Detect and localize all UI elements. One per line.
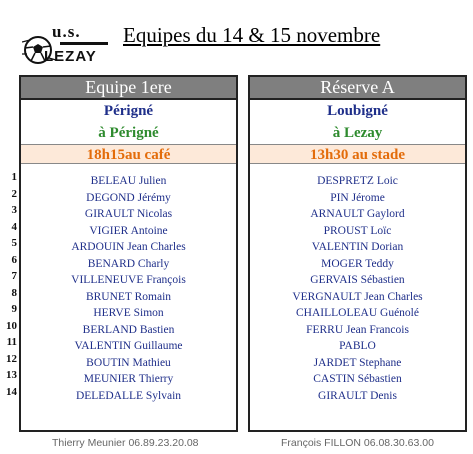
team-panel-reserve-a [248, 75, 467, 432]
player-name: BOUTIN Mathieu [86, 356, 171, 369]
meeting-time: 13h30 au stade [250, 144, 465, 164]
player-name: CHAILLOLEAU Guénolé [296, 307, 419, 319]
player-number: 4 [11, 220, 17, 233]
player-number: 9 [11, 303, 17, 315]
player-number-column [2, 169, 17, 400]
player-name: VIGIER Antoine [89, 224, 168, 237]
logo-us-text: u.s. [52, 22, 81, 41]
player-number: 7 [11, 270, 17, 282]
player-name: PROUST Loïc [323, 224, 392, 237]
player-number: 2 [11, 187, 17, 200]
player-name: GIRAULT Denis [318, 389, 397, 402]
player-name: GERVAIS Sébastien [310, 274, 405, 286]
player-list [21, 164, 236, 404]
player-name: VERGNAULT Jean Charles [292, 290, 423, 303]
player-number: 1 [11, 171, 17, 183]
player-number: 12 [6, 352, 17, 365]
player-name: ARDOUIN Jean Charles [71, 241, 186, 253]
opponent-name: Périgné [103, 103, 154, 119]
player-number: 3 [11, 204, 17, 216]
player-name: JARDET Stephane [313, 356, 402, 369]
player-name: PABLO [339, 340, 376, 352]
player-name: DESPRETZ Loic [317, 175, 398, 187]
page-title: Equipes du 14 & 15 novembre [123, 23, 381, 47]
team-header: Réserve A [250, 77, 465, 100]
player-number: 14 [6, 385, 17, 398]
player-name: HERVE Simon [93, 307, 164, 319]
logo-bar [60, 42, 108, 45]
club-logo [22, 22, 114, 70]
match-location: à Périgné [98, 125, 159, 141]
player-name: VALENTIN Dorian [311, 241, 404, 253]
player-name: BRUNET Romain [85, 290, 172, 303]
team-header: Equipe 1ere [21, 77, 236, 100]
player-name: VALENTIN Guillaume [74, 340, 183, 352]
player-name: VILLENEUVE François [71, 274, 186, 286]
player-name: BERLAND Bastien [82, 323, 175, 336]
player-name: DEGOND Jérémy [86, 191, 171, 204]
player-number: 8 [11, 286, 17, 299]
coach-contact: Thierry Meunier 06.89.23.20.08 [52, 437, 199, 449]
player-name: FERRU Jean Francois [306, 323, 409, 336]
opponent-name: Loubigné [327, 103, 388, 119]
coach-contact: François FILLON 06.08.30.63.00 [281, 437, 434, 449]
player-name: BENARD Charly [87, 257, 170, 270]
player-name: MOGER Teddy [321, 257, 394, 270]
logo-lezay-text: LEZAY [44, 48, 97, 65]
player-name: CASTIN Sébastien [313, 373, 402, 385]
player-name: ARNAULT Gaylord [310, 208, 405, 220]
player-number: 5 [11, 237, 17, 249]
player-name: PIN Jérome [330, 191, 385, 204]
player-name: MEUNIER Thierry [83, 373, 174, 385]
team-panel-equipe-1ere [19, 75, 238, 432]
player-number: 11 [6, 336, 17, 348]
player-name: DELEDALLE Sylvain [75, 389, 182, 402]
player-number: 13 [6, 369, 17, 381]
match-location: à Lezay [332, 125, 383, 141]
player-number: 6 [11, 253, 17, 266]
player-list [250, 164, 465, 404]
player-number: 10 [6, 319, 17, 332]
meeting-time: 18h15au café [21, 144, 236, 164]
player-name: GIRAULT Nicolas [84, 208, 173, 220]
player-name: BELEAU Julien [90, 175, 167, 187]
